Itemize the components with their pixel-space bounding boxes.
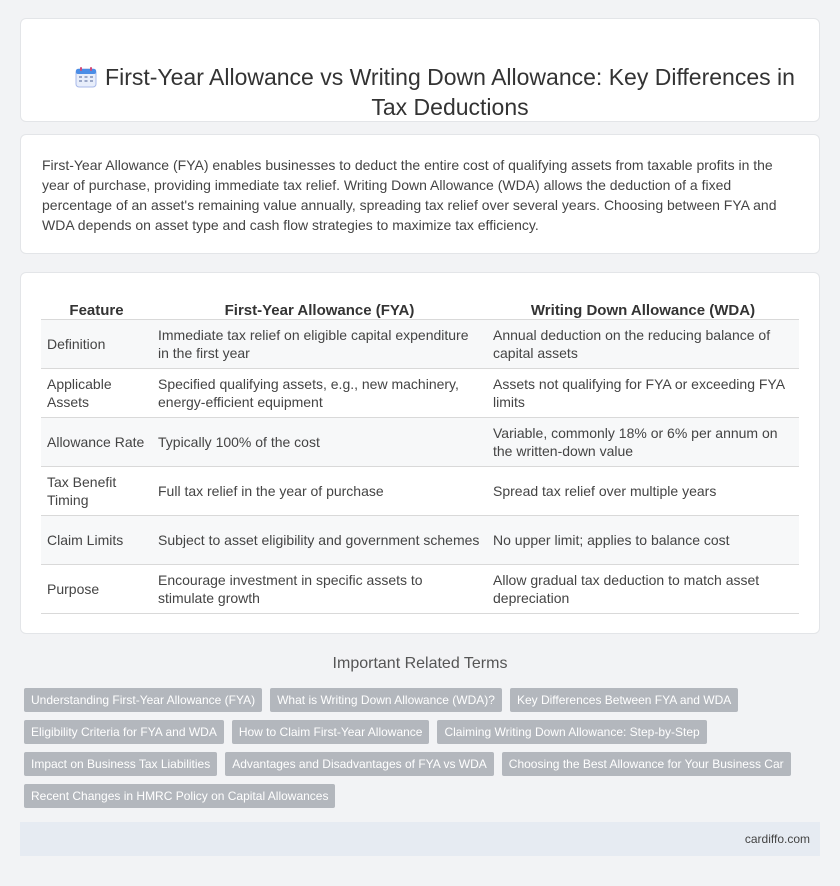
related-term-tag[interactable]: Choosing the Best Allowance for Your Business Car [502, 752, 791, 776]
table-row [41, 319, 799, 368]
related-term-tag[interactable]: Impact on Business Tax Liabilities [24, 752, 217, 776]
feature-cell: Definition [41, 319, 152, 368]
related-term-tag[interactable]: What is Writing Down Allowance (WDA)? [270, 688, 502, 712]
feature-cell: Allowance Rate [41, 417, 152, 466]
table-row [41, 466, 799, 515]
wda-cell: Annual deduction on the reducing balance of capital assets [487, 319, 799, 368]
fya-cell: Full tax relief in the year of purchase [152, 466, 487, 515]
table-row [41, 417, 799, 466]
related-term-tag[interactable]: Advantages and Disadvantages of FYA vs WDA [225, 752, 494, 776]
table-row [41, 515, 799, 564]
table-row [41, 564, 799, 613]
feature-cell: Applicable Assets [41, 368, 152, 417]
table-row [41, 368, 799, 417]
wda-cell: Spread tax relief over multiple years [487, 466, 799, 515]
related-term-tag[interactable]: Key Differences Between FYA and WDA [510, 688, 738, 712]
column-header: First-Year Allowance (FYA) [152, 295, 487, 319]
comparison-table [41, 295, 799, 614]
related-term-tag[interactable]: Claiming Writing Down Allowance: Step-by-Step [437, 720, 706, 744]
fya-cell: Immediate tax relief on eligible capital expenditure in the first year [152, 319, 487, 368]
feature-cell: Purpose [41, 564, 152, 613]
footer-site-link[interactable]: cardiffo.com [744, 832, 810, 846]
page-title: First-Year Allowance vs Writing Down Allowance: Key Differences in Tax Deductions [105, 64, 795, 120]
title-card [20, 18, 820, 122]
fya-cell: Encourage investment in specific assets to stimulate growth [152, 564, 487, 613]
feature-cell: Tax Benefit Timing [41, 466, 152, 515]
related-terms-list [24, 688, 804, 808]
fya-cell: Specified qualifying assets, e.g., new machinery, energy-efficient equipment [152, 368, 487, 417]
wda-cell: No upper limit; applies to balance cost [487, 515, 799, 564]
intro-text: First-Year Allowance (FYA) enables businesses to deduct the entire cost of qualifying assets from taxable profits in the year of purchase, providing immediate tax relief. Writing Down Allowance (WDA) allows the deduction of a fixed percentage of an asset's remaining value annually, spreading tax relief over several years. Choosing between FYA and WDA depends on asset type and cash flow strategies to maximize tax efficiency. [42, 157, 777, 233]
column-header: Writing Down Allowance (WDA) [487, 295, 799, 319]
column-header: Feature [41, 295, 152, 319]
feature-cell: Claim Limits [41, 515, 152, 564]
related-term-tag[interactable]: Understanding First-Year Allowance (FYA) [24, 688, 262, 712]
wda-cell: Assets not qualifying for FYA or exceeding FYA limits [487, 368, 799, 417]
footer [20, 822, 820, 856]
intro-card [20, 134, 820, 254]
wda-cell: Allow gradual tax deduction to match asset depreciation [487, 564, 799, 613]
table-header-row [41, 295, 799, 319]
fya-cell: Subject to asset eligibility and government schemes [152, 515, 487, 564]
calendar-icon [75, 66, 97, 88]
related-term-tag[interactable]: Recent Changes in HMRC Policy on Capital Allowances [24, 784, 335, 808]
related-terms-heading: Important Related Terms [332, 655, 508, 672]
related-term-tag[interactable]: How to Claim First-Year Allowance [232, 720, 430, 744]
related-term-tag[interactable]: Eligibility Criteria for FYA and WDA [24, 720, 224, 744]
wda-cell: Variable, commonly 18% or 6% per annum on the written-down value [487, 417, 799, 466]
comparison-table-card [20, 272, 820, 634]
fya-cell: Typically 100% of the cost [152, 417, 487, 466]
